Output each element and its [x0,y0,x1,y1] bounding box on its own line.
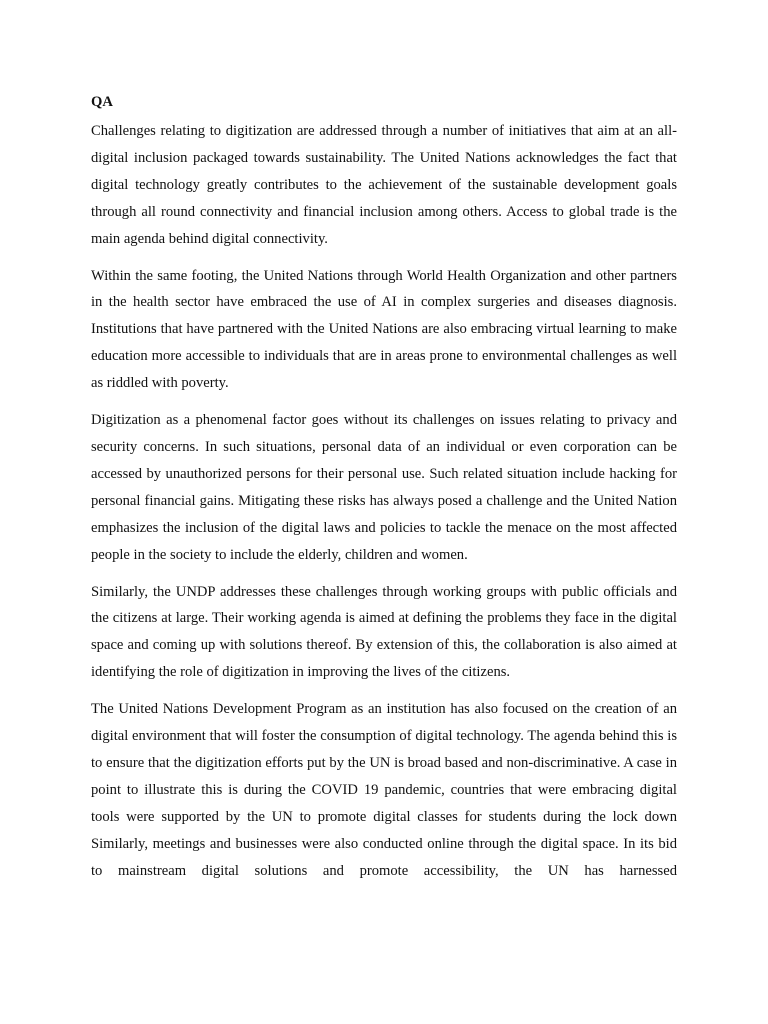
document-body [91,91,677,894]
paragraph-undp-working-groups: Similarly, the UNDP addresses these challenges through working groups with public officials and the citizens at large. Their working agenda is aimed at defining the problems they face in the digital space and coming up with solutions thereof. By extension of this, the collaboration is also aimed at identifying the role of digitization in improving the lives of the citizens. [91,583,677,681]
paragraph-privacy-security: Digitization as a phenomenal factor goes without its challenges on issues relating to privacy and security concerns. In such situations, personal data of an individual or even corporation can be accessed by unauthorized persons for their personal use. Such related situation include hacking for personal financial gains. Mitigating these risks has always posed a challenge and the United Nation emphasizes the inclusion of the digital laws and policies to tackle the menace on the most affected people in the society to include the elderly, children and women. [91,412,677,563]
paragraph-undp-digital-environment: The United Nations Development Program as an institution has also focused on the creation of an digital environment that will foster the consumption of digital technology. The agenda behind this is to ensure that the digitization efforts put by the UN is broad based and non-discriminative. A case in point to illustrate this is during the COVID 19 pandemic, countries that were embracing digital tools were supported by the UN to promote digital classes for students during the lock down Similarly, meetings and businesses were also conducted online through the digital space. In its bid to mainstream digital solutions and promote accessibility, the UN has harnessed [91,701,677,879]
document-heading: QA [91,94,113,110]
paragraph-digitization-challenges: Challenges relating to digitization are addressed through a number of initiatives that aim at an all-digital inclusion packaged towards sustainability. The United Nations acknowledges the fact that digital technology greatly contributes to the achievement of the sustainable development goals through all round connectivity and financial inclusion among others. Access to global trade is the main agenda behind digital connectivity. [91,123,677,247]
paragraph-health-and-learning: Within the same footing, the United Nations through World Health Organization and other partners in the health sector have embraced the use of AI in complex surgeries and diseases diagnosis. Institutions that have partnered with the United Nations are also embracing virtual learning to make education more accessible to individuals that are in areas prone to environmental challenges as well as riddled with poverty. [91,267,677,392]
